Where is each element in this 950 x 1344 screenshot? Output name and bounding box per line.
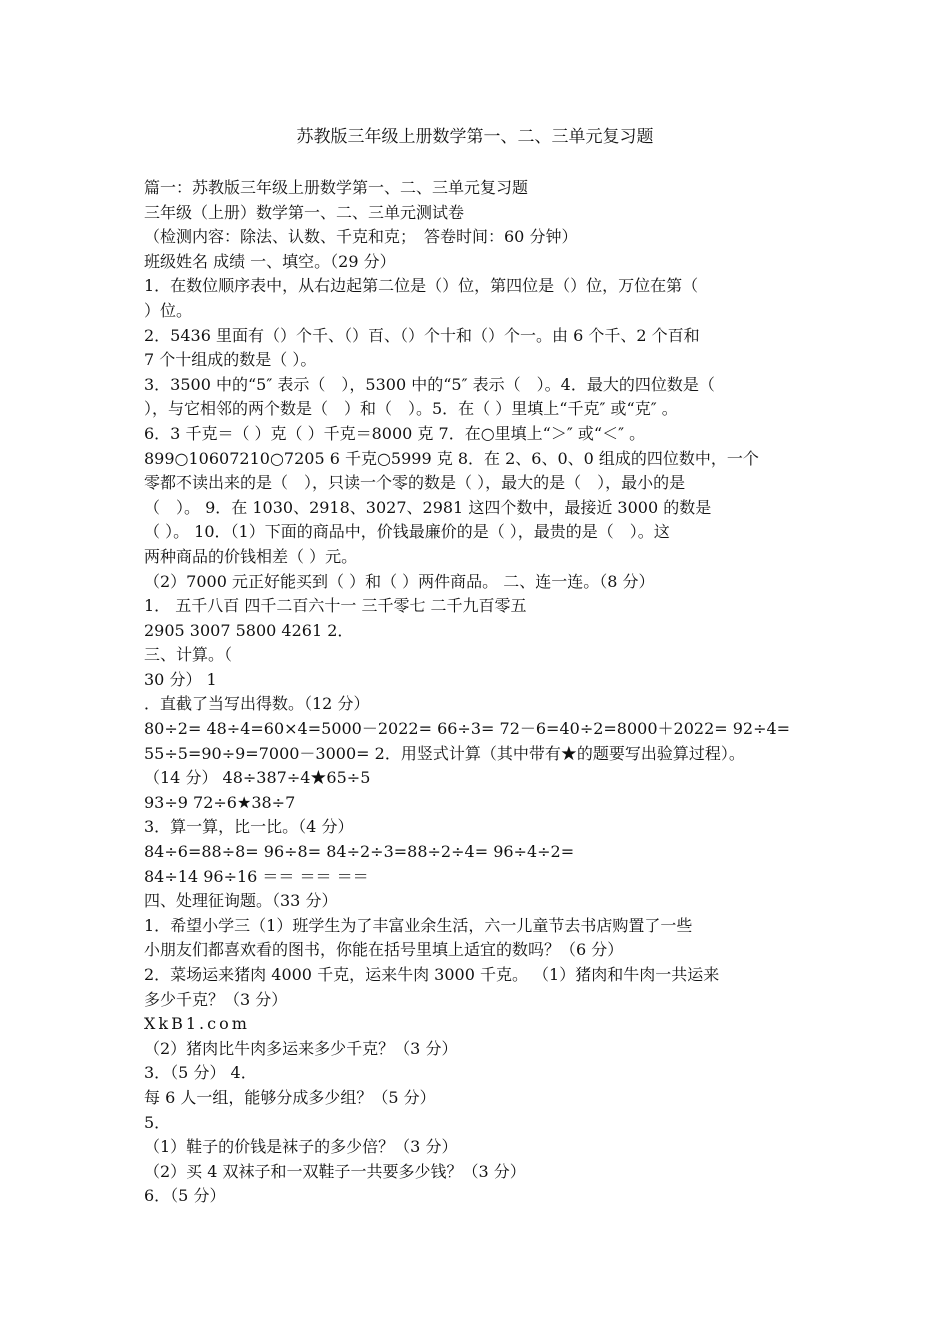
- text-line: XkB1.com: [144, 1014, 250, 1034]
- text-line: （检测内容：除法、认数、千克和克； 答卷时间：60 分钟）: [144, 227, 578, 247]
- text-line: 6．3 千克＝（ ）克（ ）千克＝8000 克 7．在○里填上“＞″ 或“＜″ 。: [144, 423, 646, 443]
- text-line: （2）买 4 双袜子和一双鞋子一共要多少钱？（3 分）: [144, 1161, 526, 1181]
- text-line: 55÷5=90÷9=7000－3000= 2．用竖式计算（其中带有★的题要写出验算过程）。: [144, 743, 745, 763]
- text-line: 四、处理征询题。（33 分）: [144, 891, 338, 911]
- text-line: 5．: [144, 1112, 171, 1132]
- text-line: 篇一：苏教版三年级上册数学第一、二、三单元复习题: [144, 178, 529, 197]
- text-line: 2．菜场运来猪肉 4000 千克，运来牛肉 3000 千克。 （1）猪肉和牛肉一共运来: [144, 965, 720, 984]
- text-line: 2．5436 里面有（）个千、（）百、（）个十和（）个一。由 6 个千、2 个百和: [144, 325, 700, 345]
- text-line: ）位。: [144, 300, 193, 320]
- text-line: 93÷9 72÷6★38÷7: [144, 792, 296, 812]
- text-line: 两种商品的价钱相差（ ）元。: [144, 546, 358, 566]
- text-line: 30 分） 1: [144, 669, 217, 689]
- text-line: （ ）。 10．（1）下面的商品中，价钱最廉价的是（ ），最贵的是（ ）。这: [144, 522, 670, 542]
- text-line: 3．（5 分） 4．: [144, 1063, 257, 1083]
- document-body: [144, 176, 814, 1209]
- text-line: 84÷6=88÷8= 96÷8= 84÷2÷3=88÷2÷4= 96÷4÷2=: [144, 842, 575, 862]
- text-line: （2）猪肉比牛肉多运来多少千克？（3 分）: [144, 1038, 458, 1058]
- text-line: 80÷2= 48÷4=60×4=5000－2022= 66÷3= 72－6=40÷2=8000＋2022= 92÷4=: [144, 719, 791, 739]
- text-line: 小朋友们都喜欢看的图书，你能在括号里填上适宜的数吗？（6 分）: [144, 940, 624, 960]
- text-line: 每 6 人一组，能够分成多少组？（5 分）: [144, 1087, 436, 1107]
- text-line: 7 个十组成的数是（ ）。: [144, 350, 317, 370]
- text-line: 零都不读出来的是（ ），只读一个零的数是（ ），最大的是（ ），最小的是: [144, 473, 686, 493]
- document-title: 苏教版三年级上册数学第一、二、三单元复习题: [296, 127, 654, 147]
- text-line: 三、计算。（: [144, 645, 233, 665]
- text-line: （2）7000 元正好能买到（ ）和（ ）两件商品。 二、连一连。（8 分）: [144, 571, 655, 591]
- text-line: 84÷14 96÷16 ＝＝ ＝＝ ＝＝: [144, 866, 369, 886]
- text-line: ），与它相邻的两个数是（ ）和（ ）。5．在（ ）里填上“千克″ 或“克″ 。: [144, 399, 678, 419]
- text-line: 899○10607210○7205 6 千克○5999 克 8．在 2、6、0、0 组成的四位数中，一个: [144, 448, 759, 468]
- text-line: 多少千克？（3 分）: [144, 989, 288, 1009]
- text-line: 1．在数位顺序表中，从右边起第二位是（）位，第四位是（）位，万位在第（: [144, 276, 699, 296]
- text-line: ．直截了当写出得数。（12 分）: [144, 694, 370, 714]
- text-line: （1）鞋子的价钱是袜子的多少倍？（3 分）: [144, 1137, 458, 1157]
- text-line: 三年级（上册）数学第一、二、三单元测试卷: [144, 202, 465, 222]
- text-line: 6．（5 分）: [144, 1186, 226, 1206]
- text-line: （14 分） 48÷387÷4★65÷5: [144, 768, 371, 788]
- text-line: 班级姓名 成绩 一、填空。（29 分）: [144, 251, 396, 271]
- text-line: 1．希望小学三（1）班学生为了丰富业余生活，六一儿童节去书店购置了一些: [144, 915, 693, 935]
- text-line: 3．3500 中的“5″ 表示（ ），5300 中的“5″ 表示（ ）。4．最大的四位数是（: [144, 374, 715, 394]
- text-line: 2905 3007 5800 4261 2．: [144, 620, 354, 640]
- text-line: 1． 五千八百 四千二百六十一 三千零七 二千九百零五: [144, 596, 527, 616]
- text-line: 3．算一算，比一比。（4 分）: [144, 817, 354, 837]
- text-line: （ ）。 9．在 1030、2918、3027、2981 这四个数中，最接近 3000 的数是: [144, 497, 712, 517]
